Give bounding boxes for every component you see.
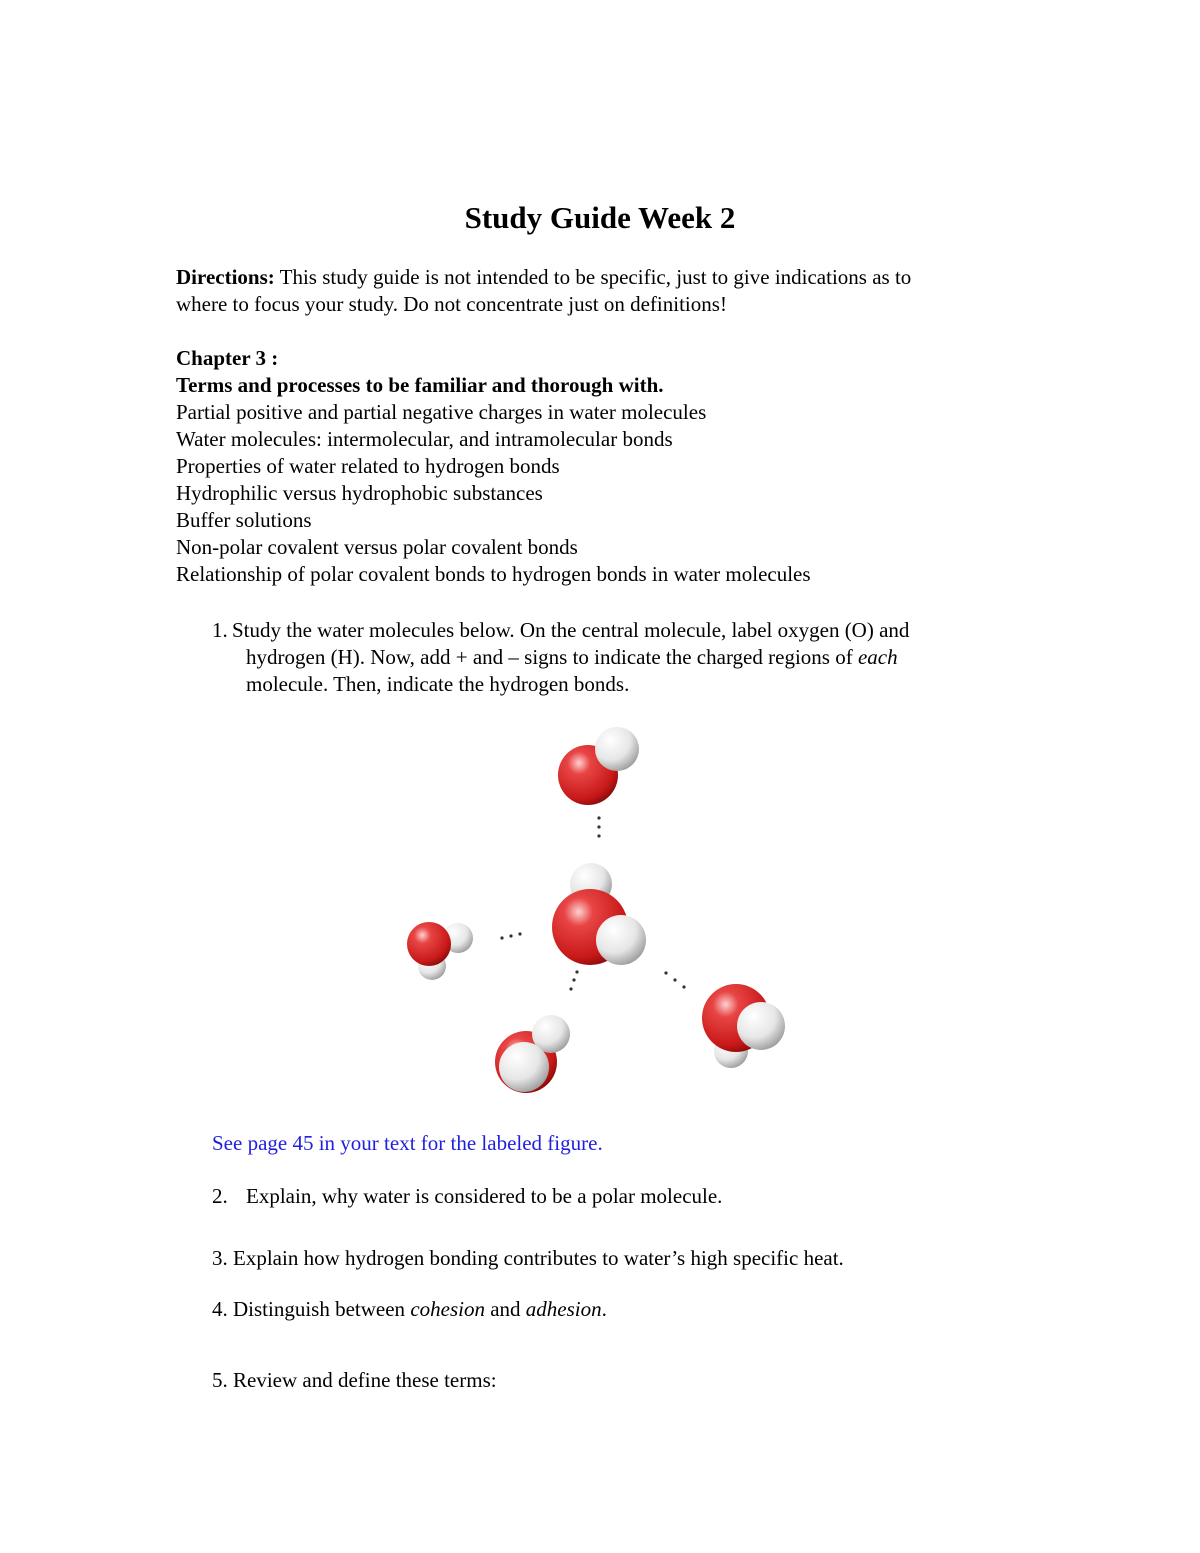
question-4-mid: and	[484, 1297, 526, 1321]
hydrogen-bond-right	[664, 971, 685, 988]
hydrogen-bond-left	[500, 932, 521, 939]
figure-reference-note: See page 45 in your text for the labeled figure.	[212, 1131, 603, 1155]
water-molecule-central	[552, 863, 646, 965]
question-4-post: .	[601, 1297, 607, 1321]
question-1-line-3: molecule. Then, indicate the hydrogen bonds.	[246, 672, 630, 696]
directions-line-1	[176, 264, 911, 291]
question-1-emphasis: each	[857, 645, 898, 669]
question-4-cohesion: cohesion	[410, 1297, 485, 1321]
question-2-text: Explain, why water is considered to be a polar molecule.	[246, 1184, 723, 1208]
question-1-line-2-text: hydrogen (H). Now, add + and – signs to indicate the charged regions of	[246, 645, 858, 669]
water-molecule-left	[407, 922, 473, 980]
hydrogen-bond-bottom	[569, 970, 578, 990]
directions-text-1: This study guide is not intended to be specific, just to give indications as to	[274, 265, 912, 289]
hydrogen-bond-top	[597, 816, 600, 837]
question-3-text: 3. Explain how hydrogen bonding contributes to water’s high specific heat.	[212, 1246, 844, 1270]
chapter-heading: Chapter 3 :	[176, 346, 279, 370]
term-item: Relationship of polar covalent bonds to hydrogen bonds in water molecules	[176, 562, 811, 586]
question-1-number: 1.	[212, 618, 228, 642]
term-item: Non-polar covalent versus polar covalent bonds	[176, 535, 578, 559]
water-molecule-right	[702, 984, 785, 1068]
directions-line-2: where to focus your study. Do not concentrate just on definitions!	[176, 292, 727, 316]
question-4-pre: 4. Distinguish between	[212, 1297, 411, 1321]
question-5-text: 5. Review and define these terms:	[212, 1368, 497, 1392]
directions-label: Directions:	[176, 265, 275, 289]
question-4-text	[212, 1296, 607, 1323]
term-item: Partial positive and partial negative charges in water molecules	[176, 400, 707, 424]
question-4-adhesion: adhesion	[525, 1297, 602, 1321]
term-item: Buffer solutions	[176, 508, 312, 532]
page-title: Study Guide Week 2	[464, 200, 736, 235]
term-item: Water molecules: intermolecular, and intramolecular bonds	[176, 427, 673, 451]
question-1-line-2	[246, 644, 898, 671]
water-molecule-bottom	[495, 1015, 570, 1093]
question-1-line-1: Study the water molecules below. On the central molecule, label oxygen (O) and	[232, 618, 910, 642]
question-2-number: 2.	[212, 1184, 228, 1208]
term-item: Properties of water related to hydrogen bonds	[176, 454, 560, 478]
term-item: Hydrophilic versus hydrophobic substances	[176, 481, 543, 505]
water-molecule-top	[558, 727, 639, 805]
water-molecules-figure	[395, 712, 805, 1112]
chapter-subheading: Terms and processes to be familiar and thorough with.	[176, 373, 664, 397]
